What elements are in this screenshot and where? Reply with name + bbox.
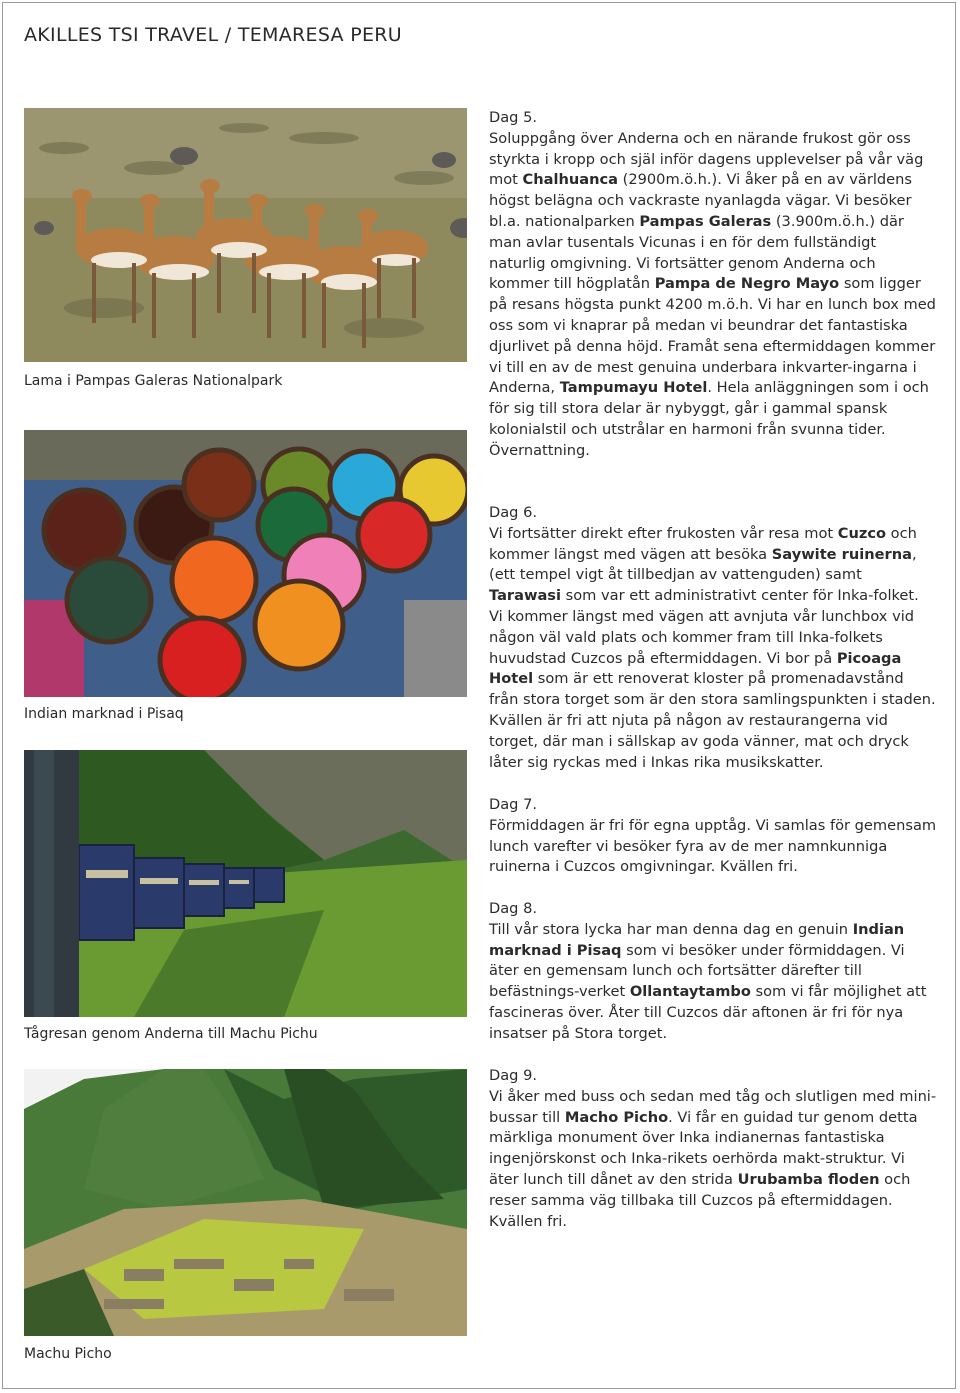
place-name: Chalhuanca [522,171,618,189]
day-description [489,1087,937,1233]
photo-caption: Tågresan genom Anderna till Machu Pichu [24,1026,318,1042]
text-segment: . Vi får en guidad tur genom detta märkliga monument över Inka indianernas fantastiska ingenjörskonst och Inka-rikets oerhörda makt-struktur. Vi äter lunch till dånet av den strida [489,1108,918,1188]
place-name: Picoaga Hotel [489,649,902,688]
place-name: Indian marknad i Pisaq [489,920,905,959]
itinerary-day-6 [489,503,937,773]
place-name: Pampas Galeras [639,212,772,230]
place-name: Urubamba floden [737,1170,880,1188]
day-title: Dag 8. [489,900,538,917]
place-name: Ollantaytambo [629,983,751,1001]
day-title: Dag 6. [489,504,538,521]
machu-picchu-photo [24,1069,467,1336]
text-segment: Vi åker med buss och sedan med tåg och slutligen med mini-bussar till [489,1087,937,1126]
itinerary-day-5 [489,108,937,462]
day-description [489,129,937,462]
place-name: Cuzco [837,524,887,542]
place-name: Macho Picho [564,1108,669,1126]
text-segment: Soluppgång över Anderna och en närande frukost gör oss styrkta i kropp och själ inför dagens upplevelser på vår väg mot [489,129,924,189]
text-segment: Förmiddagen är fri för egna upptåg. Vi samlas för gemensam lunch varefter vi besöker fyra av de mer namnkunniga ruinerna i Cuzcos omgivningar. Kvällen fri. [489,816,937,876]
day-description [489,524,937,774]
place-name: Saywite ruinerna [771,545,912,563]
page-title: AKILLES TSI TRAVEL / TEMARESA PERU [24,24,402,46]
train-photo [24,750,467,1017]
text-segment: Vi fortsätter direkt efter frukosten vår resa mot [489,524,838,542]
itinerary-day-9 [489,1066,937,1232]
vicuna-photo [24,108,467,362]
text-segment: Till vår stora lycka har man denna dag en genuin [489,920,853,938]
text-segment: som är ett renoverat kloster på promenadavstånd från stora torget som är den stora samlingspunkten i staden. Kvällen är fri att njuta på någon av restaurangerna vid torget, där man i sällskap av goda vänner, mat och dryck låter sig ryckas med i Inkas rika musikskatter. [489,670,936,771]
text-segment: (3.900m.ö.h.) där man avlar tusentals Vicunas i en för dem fullständigt naturlig omgivning. Vi fortsätter genom Anderna och kommer till högplatån [489,212,904,293]
itinerary-day-7 [489,795,937,878]
text-segment: och kommer längst med vägen att besöka [489,524,917,563]
text-segment: , (ett tempel vigt åt tillbedjan av vattenguden) samt [489,545,917,584]
day-title: Dag 7. [489,796,538,813]
photo-caption: Lama i Pampas Galeras Nationalpark [24,373,283,389]
text-segment: som vi får möjlighet att fascineras över. Åter till Cuzcos där aftonen är fri för nya insatser på Stora torget. [489,983,927,1042]
day-description [489,920,937,1045]
place-name: Pampa de Negro Mayo [654,275,840,293]
text-segment: (2900m.ö.h.). Vi åker på en av världens högst belägna och vackraste nyanlagda vägar. Vi besöker bl.a. nationalparken [489,171,912,230]
itinerary-day-8 [489,899,937,1045]
photo-caption: Machu Picho [24,1346,112,1362]
text-segment: och reser samma väg tillbaka till Cuzcos på eftermiddagen. Kvällen fri. [489,1170,911,1230]
text-segment: som ligger på resans högsta punkt 4200 m.ö.h. Vi har en lunch box med oss som vi knaprar på medan vi beundrar det fantastiska djurlivet på denna höjd. Framåt sena eftermiddagen kommer vi till en av de mest genuina underbara inkvarter-ingarna i Anderna, [489,275,936,397]
text-segment: som var ett administrativt center för Inka-folket. Vi kommer längst med vägen att avnjuta vår lunchbox vid någon väl vald plats och kommer fram till Inka-folkets huvudstad Cuzcos på eftermiddagen. Vi bor på [489,587,919,667]
place-name: Tampumayu Hotel [559,379,708,397]
market-photo [24,430,467,697]
text-segment: som vi besöker under förmiddagen. Vi äter en gemensam lunch och fortsätter därefter till befästnings-verket [489,941,905,1001]
day-title: Dag 5. [489,109,538,126]
place-name: Tarawasi [489,587,561,605]
day-title: Dag 9. [489,1067,538,1084]
day-description [489,816,937,878]
text-segment: . Hela anläggningen som i och för sig till stora delar är nybyggt, går i gammal spansk kolonialstil och utstrålar en harmoni från svunna tider. Övernattning. [489,379,929,459]
photo-caption: Indian marknad i Pisaq [24,706,184,722]
